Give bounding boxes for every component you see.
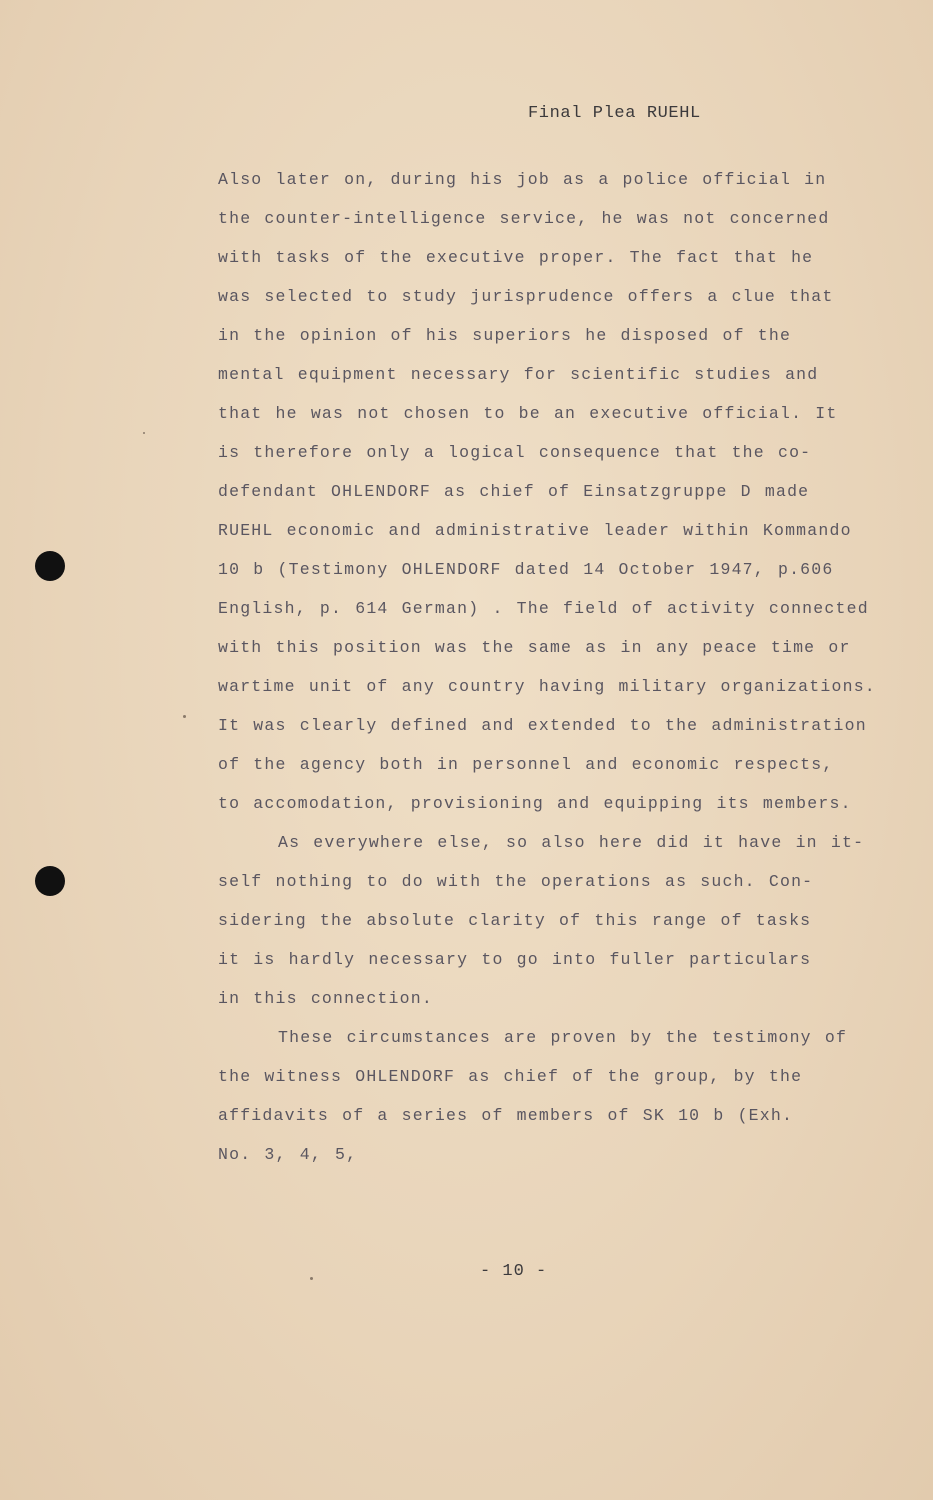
- text-line: to accomodation, provisioning and equipping its members.: [218, 794, 852, 813]
- text-line: it is hardly necessary to go into fuller particulars: [218, 950, 812, 969]
- page-number: - 10 -: [480, 1262, 548, 1281]
- text-line: the counter-intelligence service, he was not concerned: [218, 209, 830, 228]
- text-line: that he was not chosen to be an executive official. It: [218, 404, 838, 423]
- text-line: in this connection.: [218, 989, 433, 1008]
- paper-speck: [310, 1277, 313, 1280]
- text-line: the witness OHLENDORF as chief of the group, by the: [218, 1067, 803, 1086]
- text-line: It was clearly defined and extended to the administration: [218, 716, 867, 735]
- paper-speck: [143, 432, 145, 434]
- text-line: Also later on, during his job as a police official in: [218, 170, 827, 189]
- text-line: defendant OHLENDORF as chief of Einsatzgruppe D made: [218, 482, 810, 501]
- text-line: 10 b (Testimony OHLENDORF dated 14 October 1947, p.606: [218, 560, 834, 579]
- text-line: was selected to study jurisprudence offers a clue that: [218, 287, 834, 306]
- text-line: in the opinion of his superiors he disposed of the: [218, 326, 792, 345]
- text-line: with tasks of the executive proper. The fact that he: [218, 248, 814, 267]
- text-line: RUEHL economic and administrative leader within Kommando: [218, 521, 852, 540]
- paper-speck: [183, 715, 186, 718]
- text-line: with this position was the same as in any peace time or: [218, 638, 851, 657]
- text-line: As everywhere else, so also here did it have in it-: [278, 833, 865, 852]
- text-line: self nothing to do with the operations as such. Con-: [218, 872, 814, 891]
- page-header: Final Plea RUEHL: [528, 104, 701, 123]
- body-text: [218, 160, 898, 1174]
- punch-hole-top: [35, 551, 65, 581]
- text-line: sidering the absolute clarity of this range of tasks: [218, 911, 812, 930]
- text-line: is therefore only a logical consequence that the co-: [218, 443, 812, 462]
- text-line: of the agency both in personnel and economic respects,: [218, 755, 834, 774]
- text-line: affidavits of a series of members of SK 10 b (Exh.: [218, 1106, 794, 1125]
- text-line: No. 3, 4, 5,: [218, 1145, 358, 1164]
- text-line: wartime unit of any country having military organizations.: [218, 677, 876, 696]
- text-line: These circumstances are proven by the testimony of: [278, 1028, 848, 1047]
- punch-hole-bottom: [35, 866, 65, 896]
- text-line: mental equipment necessary for scientific studies and: [218, 365, 819, 384]
- text-line: English, p. 614 German) . The field of activity connected: [218, 599, 869, 618]
